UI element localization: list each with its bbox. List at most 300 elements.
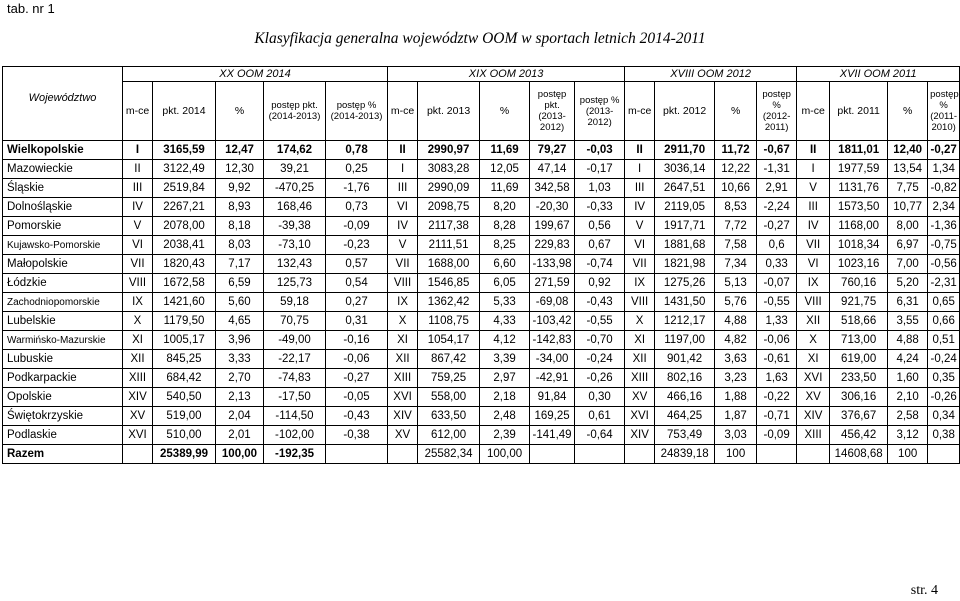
table-cell: IV (797, 217, 830, 236)
voivodeship-name: Warmińsko-Mazurskie (3, 331, 123, 350)
table-cell: 1672,58 (153, 274, 216, 293)
table-cell: 612,00 (418, 426, 480, 445)
table-cell: I (388, 160, 418, 179)
table-cell: -0,55 (757, 293, 797, 312)
table-cell: -0,74 (575, 255, 625, 274)
table-cell: XIII (388, 369, 418, 388)
col-header: m-ce (625, 82, 655, 141)
table-row (3, 198, 960, 217)
table-cell: 1108,75 (418, 312, 480, 331)
table-cell: -1,76 (326, 179, 388, 198)
table-cell: 7,34 (715, 255, 757, 274)
table-cell: -0,05 (326, 388, 388, 407)
table-cell: 3,23 (715, 369, 757, 388)
table-cell: XIII (123, 369, 153, 388)
table-cell: -0,17 (575, 160, 625, 179)
table-cell: -0,06 (326, 350, 388, 369)
voivodeship-name: Zachodniopomorskie (3, 293, 123, 312)
table-cell: 0,30 (575, 388, 625, 407)
table-cell: 25389,99 (153, 445, 216, 464)
table-cell: II (388, 141, 418, 160)
table-cell: XVI (625, 407, 655, 426)
table-cell: 1212,17 (655, 312, 715, 331)
table-cell: 3165,59 (153, 141, 216, 160)
table-cell: IX (625, 274, 655, 293)
table-cell: 4,12 (480, 331, 530, 350)
table-cell: 91,84 (530, 388, 575, 407)
table-body (3, 141, 960, 464)
table-cell: 619,00 (830, 350, 888, 369)
table-cell: 0,67 (575, 236, 625, 255)
table-cell: XVI (123, 426, 153, 445)
table-cell: -0,03 (575, 141, 625, 160)
table-cell (928, 445, 960, 464)
table-cell: -49,00 (264, 331, 326, 350)
table-cell: 2117,38 (418, 217, 480, 236)
table-cell: 3,55 (888, 312, 928, 331)
table-cell: 1546,85 (418, 274, 480, 293)
table-cell: XIV (123, 388, 153, 407)
table-cell: XVI (388, 388, 418, 407)
table-cell: 5,13 (715, 274, 757, 293)
col-header: postęp % (2013-2012) (575, 82, 625, 141)
table-cell: 11,69 (480, 141, 530, 160)
page-number: str. 4 (910, 583, 938, 598)
table-cell: 466,16 (655, 388, 715, 407)
table-cell: XV (123, 407, 153, 426)
voivodeship-name: Dolnośląskie (3, 198, 123, 217)
table-cell: -0,71 (757, 407, 797, 426)
table-cell: -0,70 (575, 331, 625, 350)
table-cell: 100,00 (480, 445, 530, 464)
table-cell: -0,43 (326, 407, 388, 426)
voivodeship-name: Razem (3, 445, 123, 464)
table-cell: 759,25 (418, 369, 480, 388)
voivodeship-name: Łódzkie (3, 274, 123, 293)
table-cell: 558,00 (418, 388, 480, 407)
voivodeship-name: Mazowieckie (3, 160, 123, 179)
table-cell: 0,56 (575, 217, 625, 236)
table-cell: 1917,71 (655, 217, 715, 236)
table-cell: 3,03 (715, 426, 757, 445)
table-cell: -0,26 (928, 388, 960, 407)
table-cell: 9,92 (216, 179, 264, 198)
table-cell: 1,33 (757, 312, 797, 331)
col-header: pkt. 2014 (153, 82, 216, 141)
table-cell (625, 445, 655, 464)
table-cell: 1820,43 (153, 255, 216, 274)
table-cell: VIII (123, 274, 153, 293)
table-cell: -39,38 (264, 217, 326, 236)
table-cell: 24839,18 (655, 445, 715, 464)
table-row (3, 426, 960, 445)
table-cell: 11,72 (715, 141, 757, 160)
table-cell: 12,40 (888, 141, 928, 160)
table-cell: 12,47 (216, 141, 264, 160)
table-cell: 8,20 (480, 198, 530, 217)
table-cell: 12,22 (715, 160, 757, 179)
table-cell (757, 445, 797, 464)
table-cell: 14608,68 (830, 445, 888, 464)
table-cell: 802,16 (655, 369, 715, 388)
table-cell: 1,03 (575, 179, 625, 198)
table-cell: 0,51 (928, 331, 960, 350)
table-cell: 7,58 (715, 236, 757, 255)
voivodeship-name: Lubuskie (3, 350, 123, 369)
table-cell: -0,06 (757, 331, 797, 350)
table-cell: XI (797, 350, 830, 369)
table-cell: -0,55 (575, 312, 625, 331)
table-cell: 0,92 (575, 274, 625, 293)
table-cell: XII (388, 350, 418, 369)
voivodeship-name: Opolskie (3, 388, 123, 407)
total-row (3, 445, 960, 464)
table-cell (388, 445, 418, 464)
table-cell: 2,04 (216, 407, 264, 426)
table-cell: XIV (797, 407, 830, 426)
table-cell: 79,27 (530, 141, 575, 160)
ranking-table (2, 66, 960, 464)
table-cell: V (123, 217, 153, 236)
table-row (3, 350, 960, 369)
table-cell: 1,63 (757, 369, 797, 388)
table-cell: VIII (625, 293, 655, 312)
table-cell: -114,50 (264, 407, 326, 426)
table-cell: 3083,28 (418, 160, 480, 179)
table-cell: -0,09 (757, 426, 797, 445)
table-cell: IV (123, 198, 153, 217)
table-cell: 3,12 (888, 426, 928, 445)
table-cell: IX (797, 274, 830, 293)
table-cell: V (797, 179, 830, 198)
table-cell: 2911,70 (655, 141, 715, 160)
table-cell: 1,60 (888, 369, 928, 388)
table-cell: 1821,98 (655, 255, 715, 274)
table-cell: III (123, 179, 153, 198)
table-cell: -0,27 (326, 369, 388, 388)
table-cell: XIV (625, 426, 655, 445)
table-cell: 7,17 (216, 255, 264, 274)
table-cell: III (625, 179, 655, 198)
col-header: pkt. 2012 (655, 82, 715, 141)
col-header: postęp % (2012-2011) (757, 82, 797, 141)
table-cell: 1023,16 (830, 255, 888, 274)
table-row (3, 312, 960, 331)
table-cell: VIII (797, 293, 830, 312)
table-cell: 456,42 (830, 426, 888, 445)
table-cell: 0,66 (928, 312, 960, 331)
table-cell: 1811,01 (830, 141, 888, 160)
table-cell: III (388, 179, 418, 198)
table-cell: 5,76 (715, 293, 757, 312)
table-cell: 6,05 (480, 274, 530, 293)
table-cell: 633,50 (418, 407, 480, 426)
table-cell: 1054,17 (418, 331, 480, 350)
group-header-2014: XX OOM 2014 (123, 67, 388, 82)
table-cell: VI (797, 255, 830, 274)
table-cell: 2,01 (216, 426, 264, 445)
table-cell: 1421,60 (153, 293, 216, 312)
table-cell: XVI (797, 369, 830, 388)
table-cell: 8,18 (216, 217, 264, 236)
group-header-2011: XVII OOM 2011 (797, 67, 960, 82)
table-cell: XI (123, 331, 153, 350)
table-cell: 100 (888, 445, 928, 464)
table-cell: 11,69 (480, 179, 530, 198)
voivodeship-name: Małopolskie (3, 255, 123, 274)
voivodeship-name: Świętokrzyskie (3, 407, 123, 426)
table-cell: 921,75 (830, 293, 888, 312)
table-cell: 2,13 (216, 388, 264, 407)
table-cell: -20,30 (530, 198, 575, 217)
table-cell: 3,39 (480, 350, 530, 369)
table-cell: 4,88 (715, 312, 757, 331)
table-cell: 0,34 (928, 407, 960, 426)
table-cell: -0,26 (575, 369, 625, 388)
table-cell: 271,59 (530, 274, 575, 293)
table-cell: -0,67 (757, 141, 797, 160)
table-cell: -470,25 (264, 179, 326, 198)
table-cell: 2,18 (480, 388, 530, 407)
table-cell: -141,49 (530, 426, 575, 445)
table-cell: -0,09 (326, 217, 388, 236)
table-cell: 5,20 (888, 274, 928, 293)
table-cell: 13,54 (888, 160, 928, 179)
table-cell: 4,88 (888, 331, 928, 350)
table-cell: 7,75 (888, 179, 928, 198)
voivodeship-name: Wielkopolskie (3, 141, 123, 160)
table-cell: 1005,17 (153, 331, 216, 350)
table-cell: 233,50 (830, 369, 888, 388)
table-cell: 306,16 (830, 388, 888, 407)
table-cell: 8,25 (480, 236, 530, 255)
col-header: m-ce (123, 82, 153, 141)
table-cell: XIV (388, 407, 418, 426)
table-cell: 0,6 (757, 236, 797, 255)
table-cell: 0,35 (928, 369, 960, 388)
table-cell: X (797, 331, 830, 350)
table-cell: XV (625, 388, 655, 407)
table-cell: 8,53 (715, 198, 757, 217)
table-cell: 2,34 (928, 198, 960, 217)
table-cell: -133,98 (530, 255, 575, 274)
table-cell: VI (123, 236, 153, 255)
table-cell: 1688,00 (418, 255, 480, 274)
table-cell: 2,70 (216, 369, 264, 388)
voivodeship-name: Podkarpackie (3, 369, 123, 388)
table-cell (530, 445, 575, 464)
group-header-2012: XVIII OOM 2012 (625, 67, 797, 82)
table-cell: 518,66 (830, 312, 888, 331)
table-row (3, 369, 960, 388)
table-cell: 25582,34 (418, 445, 480, 464)
table-cell: X (123, 312, 153, 331)
table-cell: 0,54 (326, 274, 388, 293)
table-cell: 4,33 (480, 312, 530, 331)
col-header: % (715, 82, 757, 141)
table-cell: VI (625, 236, 655, 255)
table-cell: 0,78 (326, 141, 388, 160)
table-number-label: tab. nr 1 (7, 1, 55, 16)
table-cell: 2,97 (480, 369, 530, 388)
table-cell: 4,24 (888, 350, 928, 369)
table-cell: 2990,97 (418, 141, 480, 160)
table-cell: VII (388, 255, 418, 274)
table-cell: -0,16 (326, 331, 388, 350)
table-cell: 6,59 (216, 274, 264, 293)
table-cell: 5,60 (216, 293, 264, 312)
table-cell: -73,10 (264, 236, 326, 255)
table-cell: -34,00 (530, 350, 575, 369)
table-cell: I (123, 141, 153, 160)
table-cell: 0,38 (928, 426, 960, 445)
table-cell: XII (625, 350, 655, 369)
table-cell: -0,82 (928, 179, 960, 198)
table-cell: 0,73 (326, 198, 388, 217)
table-cell: 867,42 (418, 350, 480, 369)
col-header: % (888, 82, 928, 141)
table-row (3, 274, 960, 293)
table-cell: 1275,26 (655, 274, 715, 293)
table-cell: -0,61 (757, 350, 797, 369)
table-row (3, 407, 960, 426)
table-cell: 845,25 (153, 350, 216, 369)
table-cell: XV (797, 388, 830, 407)
table-cell: III (797, 198, 830, 217)
col-header: m-ce (388, 82, 418, 141)
table-cell: IV (625, 198, 655, 217)
table-cell: -17,50 (264, 388, 326, 407)
table-cell: 342,58 (530, 179, 575, 198)
table-cell: -0,27 (928, 141, 960, 160)
table-cell: -0,33 (575, 198, 625, 217)
table-cell: 2098,75 (418, 198, 480, 217)
table-cell: 901,42 (655, 350, 715, 369)
table-cell: 2519,84 (153, 179, 216, 198)
col-header: % (216, 82, 264, 141)
table-cell: 7,00 (888, 255, 928, 274)
table-cell: 168,46 (264, 198, 326, 217)
table-cell: -2,24 (757, 198, 797, 217)
table-cell: -0,43 (575, 293, 625, 312)
table-cell: 2267,21 (153, 198, 216, 217)
table-cell: -0,38 (326, 426, 388, 445)
table-cell: 510,00 (153, 426, 216, 445)
table-cell: XII (123, 350, 153, 369)
col-header: m-ce (797, 82, 830, 141)
table-cell: -103,42 (530, 312, 575, 331)
table-cell: II (123, 160, 153, 179)
table-cell: XI (625, 331, 655, 350)
table-cell: 2119,05 (655, 198, 715, 217)
table-cell: 0,65 (928, 293, 960, 312)
table-cell: 70,75 (264, 312, 326, 331)
table-cell: -192,35 (264, 445, 326, 464)
table-cell: 684,42 (153, 369, 216, 388)
table-cell: XV (388, 426, 418, 445)
table-cell: IV (388, 217, 418, 236)
table-cell: 3122,49 (153, 160, 216, 179)
table-row (3, 160, 960, 179)
voivodeship-name: Podlaskie (3, 426, 123, 445)
table-cell: I (797, 160, 830, 179)
table-cell: 1,34 (928, 160, 960, 179)
table-cell: X (625, 312, 655, 331)
table-cell: 10,66 (715, 179, 757, 198)
table-cell: 753,49 (655, 426, 715, 445)
table-cell: -2,31 (928, 274, 960, 293)
table-cell: VII (123, 255, 153, 274)
table-cell: 2,48 (480, 407, 530, 426)
table-cell: 4,65 (216, 312, 264, 331)
table-cell: 2647,51 (655, 179, 715, 198)
table-cell: -74,83 (264, 369, 326, 388)
table-cell: 2,39 (480, 426, 530, 445)
table-cell: 713,00 (830, 331, 888, 350)
table-cell: IX (123, 293, 153, 312)
table-cell: 8,00 (888, 217, 928, 236)
table-cell: 6,31 (888, 293, 928, 312)
table-cell: 8,28 (480, 217, 530, 236)
table-cell: -1,31 (757, 160, 797, 179)
table-cell: 1881,68 (655, 236, 715, 255)
table-row (3, 141, 960, 160)
table-cell: -0,24 (928, 350, 960, 369)
table-cell: 760,16 (830, 274, 888, 293)
table-cell: 12,05 (480, 160, 530, 179)
voivodeship-header: Województwo (3, 67, 123, 141)
table-cell: I (625, 160, 655, 179)
table-cell: 0,61 (575, 407, 625, 426)
table-cell: 1431,50 (655, 293, 715, 312)
table-cell: 100,00 (216, 445, 264, 464)
table-cell: 4,82 (715, 331, 757, 350)
table-cell: 59,18 (264, 293, 326, 312)
table-cell: II (625, 141, 655, 160)
table-cell: 0,25 (326, 160, 388, 179)
table-cell: 3036,14 (655, 160, 715, 179)
table-cell: 2,58 (888, 407, 928, 426)
table-cell: XIII (625, 369, 655, 388)
table-cell: 0,57 (326, 255, 388, 274)
table-cell: -0,27 (757, 217, 797, 236)
table-cell (326, 445, 388, 464)
table-cell: VII (625, 255, 655, 274)
table-cell: -69,08 (530, 293, 575, 312)
table-cell: -0,56 (928, 255, 960, 274)
table-cell: 1,88 (715, 388, 757, 407)
col-header: postęp pkt. (2014-2013) (264, 82, 326, 141)
table-cell: 5,33 (480, 293, 530, 312)
table-cell: 1977,59 (830, 160, 888, 179)
table-cell: 3,33 (216, 350, 264, 369)
table-cell: 199,67 (530, 217, 575, 236)
table-cell: 169,25 (530, 407, 575, 426)
table-cell: -0,07 (757, 274, 797, 293)
table-cell: -142,83 (530, 331, 575, 350)
table-cell: 100 (715, 445, 757, 464)
table-cell: -42,91 (530, 369, 575, 388)
table-cell: 1573,50 (830, 198, 888, 217)
table-cell: 0,27 (326, 293, 388, 312)
table-cell: -22,17 (264, 350, 326, 369)
page-title: Klasyfikacja generalna województw OOM w sportach letnich 2014-2011 (254, 30, 706, 47)
table-row (3, 179, 960, 198)
table-cell: 1131,76 (830, 179, 888, 198)
table-cell: 229,83 (530, 236, 575, 255)
table-cell: XII (797, 312, 830, 331)
table-cell: 2111,51 (418, 236, 480, 255)
